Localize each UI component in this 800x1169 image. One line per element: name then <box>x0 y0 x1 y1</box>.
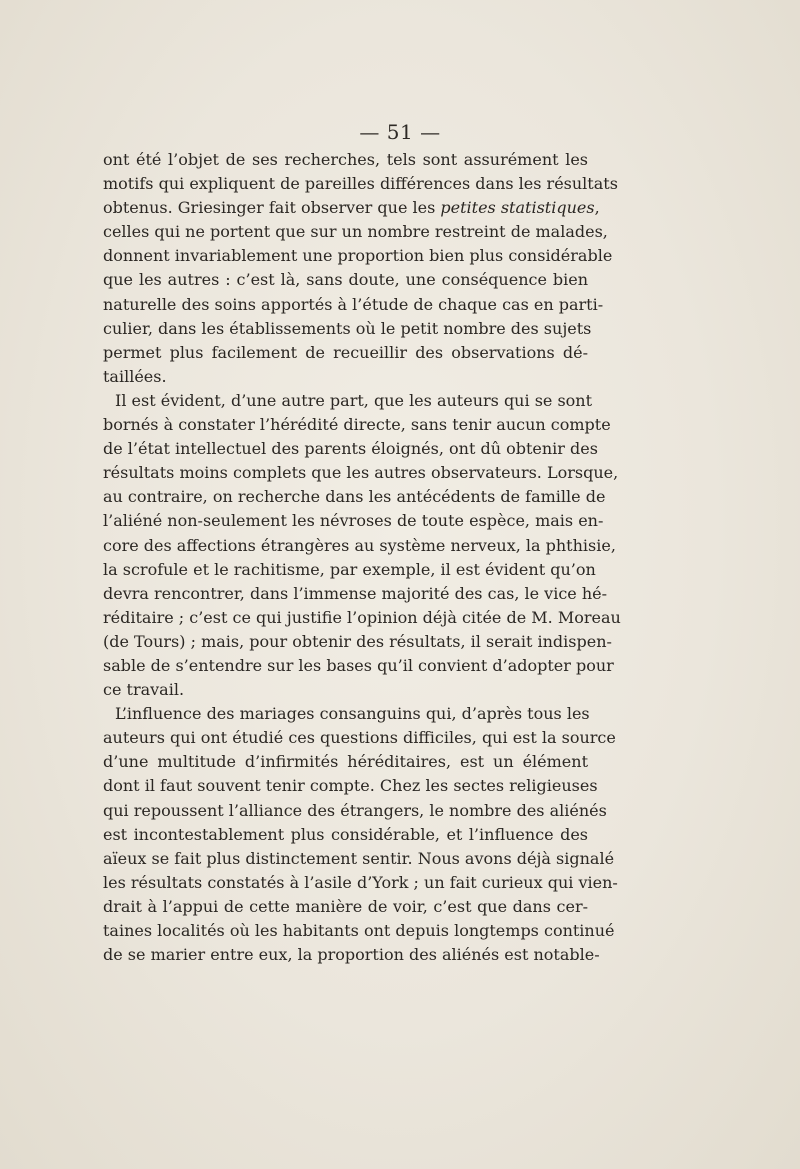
text-line: résultats moins complets que les autres observateurs. Lorsque, <box>103 463 619 483</box>
text-line: les résultats constatés à l’asile d’York ; un fait curieux qui vien- <box>103 872 618 892</box>
text-line: d’une multitude d’infirmités héréditaires, est un élément <box>103 752 588 772</box>
text-line: taines localités où les habitants ont depuis longtemps continué <box>103 921 615 940</box>
text-line: donnent invariablement une proportion bien plus considérable <box>103 246 613 266</box>
text-line: au contraire, on recherche dans les antécédents de famille de <box>103 487 606 507</box>
text-segment: , <box>594 198 600 218</box>
text-line: motifs qui expliquent de pareilles différences dans les résultats <box>103 174 618 194</box>
text-line: drait à l’appui de cette manière de voir, c’est que dans cer- <box>103 896 588 916</box>
body-text <box>103 148 621 967</box>
text-line: l’aliéné non-seulement les névroses de toute espèce, mais en- <box>103 511 604 531</box>
text-line: culier, dans les établissements où le petit nombre des sujets <box>103 318 592 338</box>
italic-phrase: petites statistiques <box>440 198 595 218</box>
text-line: auteurs qui ont étudié ces questions difficiles, qui est la source <box>103 728 616 748</box>
text-line: (de Tours) ; mais, pour obtenir des résultats, il serait indispen- <box>103 631 612 651</box>
text-line: devra rencontrer, dans l’immense majorité des cas, le vice hé- <box>103 583 608 603</box>
page-number: — 51 — <box>359 120 441 144</box>
text-line: dont il faut souvent tenir compte. Chez les sectes religieuses <box>103 776 598 796</box>
text-line: ont été l’objet de ses recherches, tels sont assurément les <box>103 150 588 169</box>
text-line: la scrofule et le rachitisme, par exemple, il est évident qu’on <box>103 559 596 579</box>
text-line: réditaire ; c’est ce qui justifie l’opinion déjà citée de M. Moreau <box>103 607 621 627</box>
text-line: permet plus facilement de recueillir des observations dé- <box>103 342 588 362</box>
text-line: celles qui ne portent que sur un nombre restreint de malades, <box>103 222 608 242</box>
text-line <box>103 196 600 220</box>
text-line: naturelle des soins apportés à l’étude de chaque cas en parti- <box>103 294 604 314</box>
text-line: qui repoussent l’alliance des étrangers, le nombre des aliénés <box>103 800 607 820</box>
text-line: aïeux se fait plus distinctement sentir. Nous avons déjà signalé <box>103 848 615 868</box>
text-line: core des affections étrangères au système nerveux, la phthisie, <box>103 535 616 555</box>
paragraph-first-line: Il est évident, d’une autre part, que les auteurs qui se sont <box>115 390 593 410</box>
text-line: bornés à constater l’hérédité directe, sans tenir aucun compte <box>103 415 611 435</box>
text-line: est incontestablement plus considérable, et l’influence des <box>103 824 588 844</box>
paragraph-first-line: L’influence des mariages consanguins qui, d’après tous les <box>115 704 590 724</box>
text-line: de l’état intellectuel des parents éloignés, ont dû obtenir des <box>103 439 598 459</box>
text-line: ce travail. <box>103 680 185 700</box>
text-line: de se marier entre eux, la proportion des aliénés est notable- <box>103 945 600 965</box>
text-line: que les autres : c’est là, sans doute, une conséquence bien <box>103 270 588 290</box>
text-line: taillées. <box>103 366 167 386</box>
text-line: sable de s’entendre sur les bases qu’il convient d’adopter pour <box>103 655 614 675</box>
text-segment: obtenus. Griesinger fait observer que les <box>103 198 441 218</box>
